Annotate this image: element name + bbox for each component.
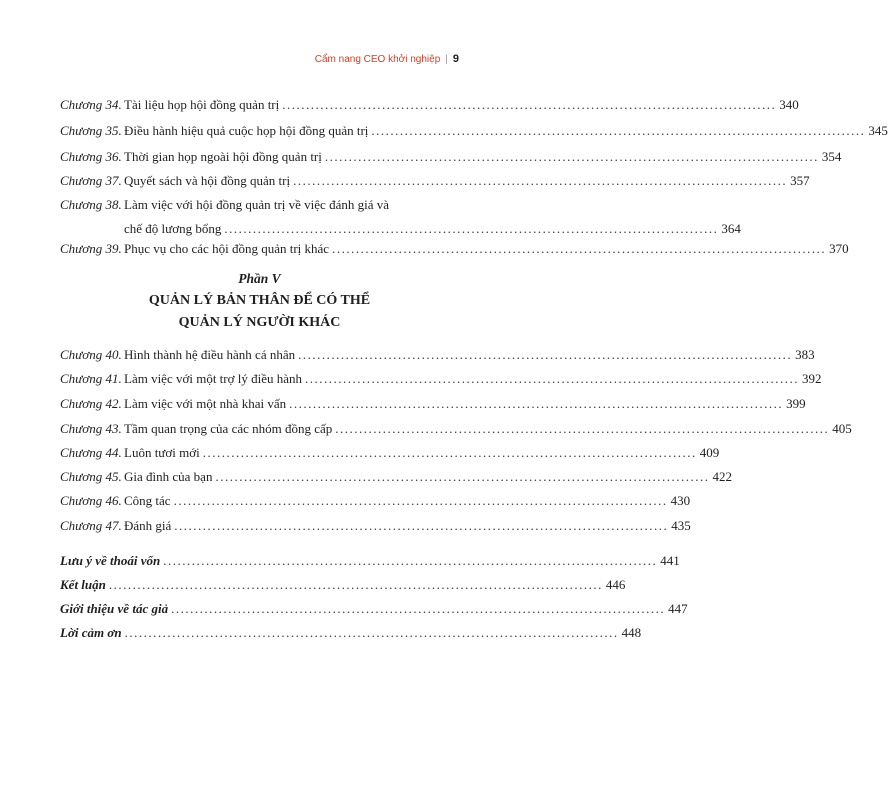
chapter-label: Chương 43. [60, 421, 122, 436]
chapter-title: Phục vụ cho các hội đồng quản trị khác [124, 241, 330, 256]
part-heading [60, 268, 459, 334]
chapter-page: 345 [868, 123, 888, 138]
dot-leader: ........................................................................................................ [289, 396, 784, 411]
toc-entry-backmatter [60, 552, 680, 570]
chapter-page: 430 [670, 493, 691, 508]
chapter-label: Chương 40. [60, 347, 122, 362]
page-number: 9 [452, 53, 459, 65]
chapter-page: 405 [832, 421, 852, 436]
dot-leader: ........................................................................................................ [293, 173, 788, 188]
toc-entry [60, 395, 806, 413]
running-title: Cẩm nang CEO khởi nghiệp [314, 54, 441, 65]
chapter-page: 422 [712, 469, 732, 484]
toc-entry [60, 96, 799, 114]
chapter-page: 392 [802, 371, 822, 386]
chapter-title: Đánh giá [124, 518, 172, 533]
section-title: Kết luận [60, 577, 106, 592]
part-label: Phần V [238, 271, 281, 286]
chapter-title: Luôn tươi mới [124, 445, 200, 460]
dot-leader: ........................................................................................................ [332, 241, 827, 256]
chapter-page: 409 [699, 445, 720, 460]
dot-leader: ........................................................................................................ [371, 123, 866, 138]
dot-leader: ........................................................................................................ [282, 97, 777, 112]
dot-leader: ........................................................................................................ [163, 553, 658, 568]
chapter-label: Chương 38. [60, 197, 122, 212]
running-header [315, 53, 459, 65]
chapter-page: 340 [779, 97, 799, 112]
dot-leader: ........................................................................................................ [174, 518, 669, 533]
dot-leader: ........................................................................................................ [215, 469, 710, 484]
chapter-label: Chương 34. [60, 97, 122, 112]
dot-leader: ........................................................................................................ [124, 625, 619, 640]
chapter-label: Chương 39. [60, 241, 122, 256]
chapter-label: Chương 44. [60, 445, 122, 460]
header-separator: | [445, 54, 448, 65]
section-page: 448 [621, 625, 642, 640]
dot-leader: ........................................................................................................ [298, 347, 793, 362]
dot-leader: ........................................................................................................ [305, 371, 800, 386]
dot-leader: ........................................................................................................ [224, 221, 719, 236]
toc-entry [60, 420, 852, 438]
toc-entry [60, 492, 691, 510]
section-page: 446 [605, 577, 626, 592]
toc-entry [60, 444, 720, 462]
chapter-label: Chương 45. [60, 469, 122, 484]
chapter-title: Tầm quan trọng của các nhóm đồng cấp [124, 421, 333, 436]
toc-entry [60, 468, 732, 486]
chapter-page: 364 [721, 221, 741, 236]
chapter-label: Chương 47. [60, 518, 122, 533]
section-title: Giới thiệu về tác giả [60, 601, 169, 616]
toc-entry [60, 196, 741, 238]
chapter-title: Làm việc với một trợ lý điều hành [124, 371, 303, 386]
toc-entry [60, 172, 810, 190]
chapter-page: 399 [786, 396, 806, 411]
toc-entry [60, 517, 691, 535]
dot-leader: ........................................................................................................ [108, 577, 603, 592]
chapter-page: 370 [829, 241, 849, 256]
toc-entry [60, 370, 822, 388]
chapter-label: Chương 42. [60, 396, 122, 411]
dot-leader: ........................................................................................................ [173, 493, 668, 508]
section-page: 441 [660, 553, 680, 568]
toc-entry [60, 346, 815, 364]
section-title: Lưu ý về thoái vốn [60, 553, 161, 568]
chapter-page: 435 [671, 518, 691, 533]
dot-leader: ........................................................................................................ [202, 445, 697, 460]
chapter-label: Chương 37. [60, 173, 122, 188]
toc-entry-backmatter [60, 624, 642, 642]
dot-leader: ........................................................................................................ [324, 149, 819, 164]
part-title-line-1: QUẢN LÝ BẢN THÂN ĐỂ CÓ THỂ [148, 293, 371, 308]
part-title-line-2: QUẢN LÝ NGƯỜI KHÁC [178, 315, 341, 330]
chapter-label: Chương 35. [60, 123, 122, 138]
chapter-page: 354 [821, 149, 842, 164]
section-page: 447 [668, 601, 688, 616]
toc-entry [60, 240, 849, 258]
toc-entry-backmatter [60, 576, 626, 594]
chapter-title: Hình thành hệ điều hành cá nhân [124, 347, 296, 362]
chapter-title-line-2: chế độ lương bổng [124, 221, 222, 236]
toc-entry [60, 122, 888, 140]
chapter-title: Quyết sách và hội đồng quản trị [124, 173, 291, 188]
section-title: Lời cảm ơn [60, 625, 122, 640]
dot-leader: ........................................................................................................ [171, 601, 666, 616]
chapter-title-line-1: Làm việc với hội đồng quản trị về việc đánh giá và [124, 197, 389, 212]
chapter-title: Công tác [124, 493, 171, 508]
chapter-page: 357 [790, 173, 810, 188]
chapter-page: 383 [795, 347, 815, 362]
chapter-title: Thời gian họp ngoài hội đồng quản trị [124, 149, 322, 164]
chapter-title: Tài liệu họp hội đồng quản trị [124, 97, 280, 112]
toc-entry-backmatter [60, 600, 688, 618]
chapter-title: Điều hành hiệu quả cuộc họp hội đồng quản trị [124, 123, 369, 138]
toc-entry [60, 148, 842, 166]
chapter-label: Chương 46. [60, 493, 122, 508]
dot-leader: ........................................................................................................ [335, 421, 830, 436]
chapter-title: Làm việc với một nhà khai vấn [124, 396, 287, 411]
chapter-title: Gia đình của bạn [124, 469, 213, 484]
chapter-label: Chương 36. [60, 149, 122, 164]
chapter-label: Chương 41. [60, 371, 122, 386]
